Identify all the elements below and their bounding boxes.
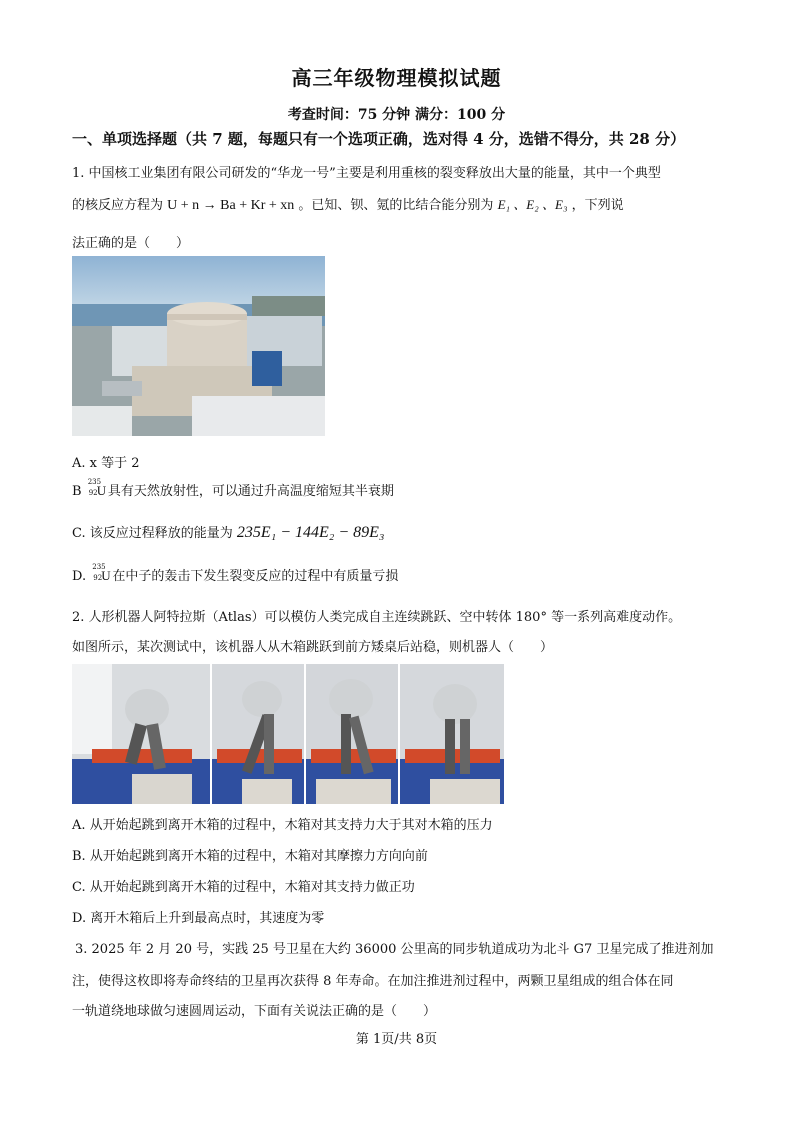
q2-option-c: C. 从开始起跳到离开木箱的过程中，木箱对其支持力做正功 (72, 880, 415, 895)
q1-option-a: A. x 等于 2 (72, 456, 140, 471)
nuclear-equation: U + n → Ba + Kr + xn (167, 198, 295, 213)
q1-option-d-label: D. (72, 569, 87, 584)
exam-meta: 考查时间：75 分钟 满分：100 分 (287, 107, 506, 123)
q1-line-1: 1. 中国核工业集团有限公司研发的“华龙一号”主要是利用重核的裂变释放出大量的能量，其中一个典型 (72, 166, 661, 181)
q2-line-1: 2. 人形机器人阿特拉斯（Atlas）可以模仿人类完成自主连续跳跃、空中转体 180° 等一系列高难度动作。 (72, 610, 682, 625)
q1-option-c-text: C. 该反应过程释放的能量为 (72, 526, 233, 541)
energy-expression: 235E₁ − 144E₂ − 89E₃ (236, 524, 385, 541)
q1-line-2-pre: 的核反应方程为 (72, 198, 164, 213)
q1-option-b (72, 480, 394, 499)
q1-option-d (72, 565, 398, 584)
q1-line-3: 法正确的是（ ） (72, 236, 190, 251)
q1-option-d-text: 在中子的轰击下发生裂变反应的过程中有质量亏损 (112, 569, 399, 584)
q2-option-a: A. 从开始起跳到离开木箱的过程中，木箱对其支持力大于其对木箱的压力 (72, 818, 493, 833)
uranium-235-symbol: 235 92 U (87, 478, 107, 498)
q3-line-1: 3. 2025 年 2 月 20 号，实践 25 号卫星在大约 36000 公里高的同步轨道成功为北斗 G7 卫星完成了推进剂加 (75, 942, 714, 957)
page-title: 高三年级物理模拟试题 (291, 66, 502, 90)
q2-line-2: 如图所示，某次测试中，该机器人从木箱跳跃到前方矮桌后站稳，则机器人（ ） (72, 640, 554, 655)
q1-option-b-label: B (72, 484, 82, 499)
nuclear-plant-photo (72, 256, 325, 436)
uranium-235-symbol-2: 235 92 U (92, 563, 111, 583)
q1-option-c (72, 522, 385, 542)
q2-option-b: B. 从开始起跳到离开木箱的过程中，木箱对其摩擦力方向向前 (72, 849, 428, 864)
q1-line-2-end: ，下列说 (571, 198, 624, 213)
nuclear-plant-illustration (72, 256, 325, 436)
q1-option-b-text: 具有天然放射性，可以通过升高温度缩短其半衰期 (107, 484, 394, 499)
robot-jump-photos (72, 664, 504, 804)
q2-option-d: D. 离开木箱后上升到最高点时，其速度为零 (72, 911, 325, 926)
q3-line-3: 一轨道绕地球做匀速圆周运动，下面有关说法正确的是（ ） (72, 1004, 437, 1019)
page-footer: 第 1页/共 8页 (355, 1032, 438, 1047)
section-heading: 一、单项选择题（共 7 题，每题只有一个选项正确，选对得 4 分，选错不得分，共 28 分） (72, 130, 686, 148)
robot-jump-illustration (72, 664, 504, 804)
q1-line-2-post: 。已知、钡、氪的比结合能分别为 (298, 198, 494, 213)
binding-energy-vars: E₁ 、E₂ 、E₃ (497, 197, 568, 212)
q3-line-2: 注，使得这枚即将寿命终结的卫星再次获得 8 年寿命。在加注推进剂过程中，两颗卫星组成的组合体在同 (72, 974, 674, 989)
q1-line-2 (72, 194, 624, 214)
